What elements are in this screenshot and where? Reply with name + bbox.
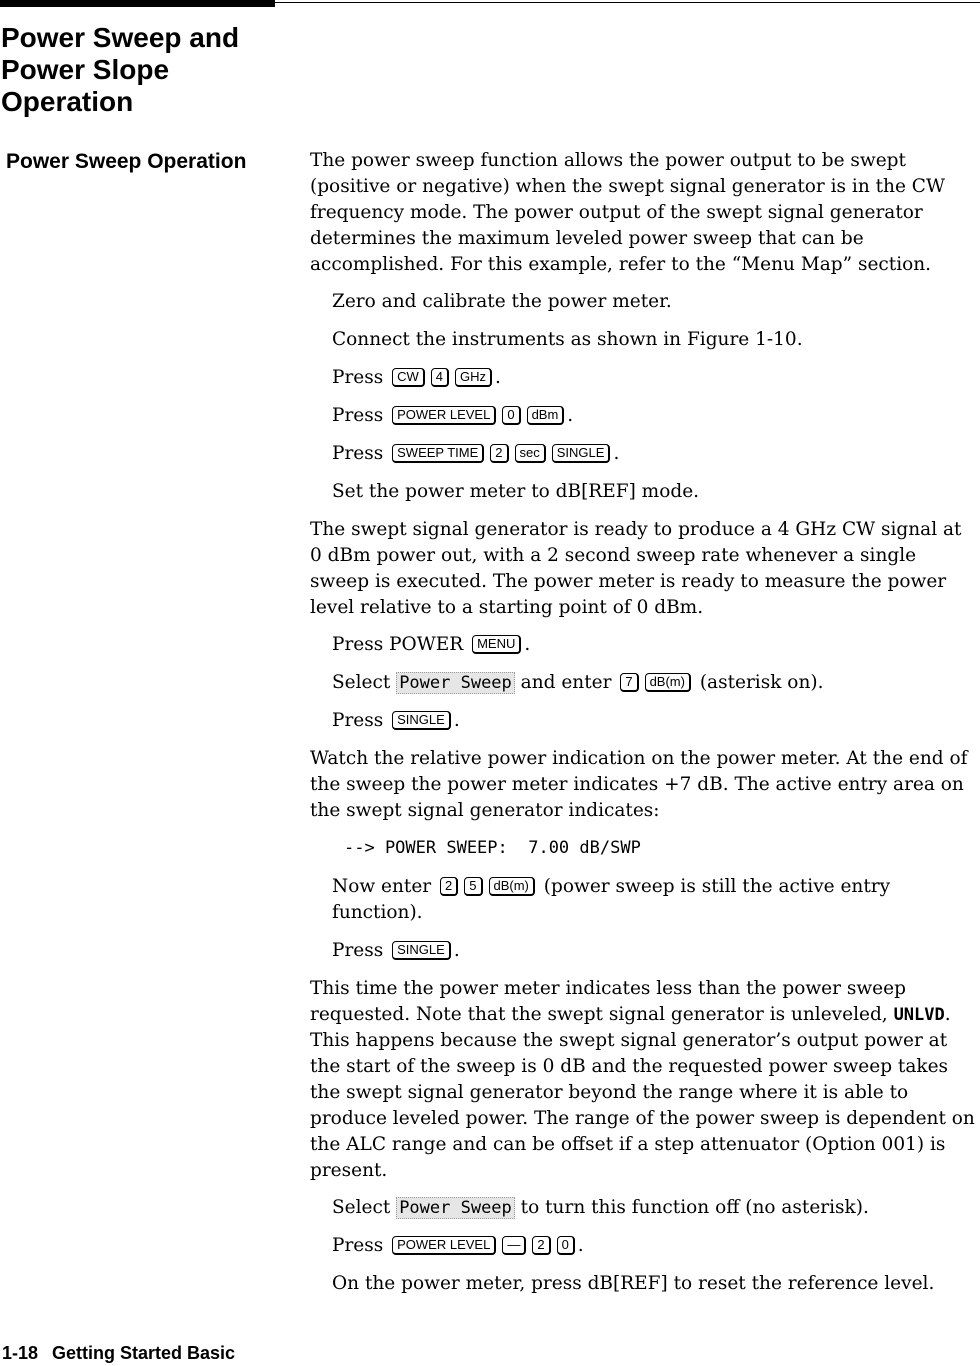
top-rule-thick <box>0 0 275 7</box>
key-single: SINGLE <box>392 711 451 730</box>
select-text: Select <box>332 672 391 693</box>
press-text: Press <box>332 405 384 426</box>
watch-paragraph: Watch the relative power indication on the power meter. At the end of the sweep the power meter indicates +7 dB. The active entry area on the swept signal generator indicates: <box>310 748 968 821</box>
unlvd-annunciator: UNLVD <box>893 1005 945 1025</box>
key-minus: — <box>502 1236 526 1255</box>
footer-title: Getting Started Basic <box>52 1343 236 1363</box>
press-text: Press <box>332 940 384 961</box>
chapter-title-line-1: Power Sweep and <box>1 22 240 53</box>
active-entry-display: --> POWER SWEEP: 7.00 dB/SWP <box>344 838 641 858</box>
press-power-text: Press POWER <box>332 634 464 655</box>
step-select-power-sweep <box>332 670 978 696</box>
key-2: 2 <box>532 1236 550 1255</box>
key-single: SINGLE <box>392 941 451 960</box>
page-footer <box>2 1343 235 1364</box>
intro-paragraph: The power sweep function allows the power output to be swept (positive or negative) when the swept signal generator is in the CW frequency mode. The power output of the swept signal generator determines the maximum leveled power sweep that can be accomplished. For this example, refer to the “Menu Map” section. <box>310 150 945 275</box>
step-enter-25 <box>332 874 978 926</box>
key-sec: sec <box>515 444 546 463</box>
key-0: 0 <box>557 1236 575 1255</box>
key-2: 2 <box>490 444 508 463</box>
body-content <box>310 148 978 1309</box>
press-text: Press <box>332 443 384 464</box>
key-dbm-m: dB(m) <box>645 673 691 692</box>
still-active-text: (power sweep is still the active entry function). <box>332 876 891 923</box>
key-dbm-m: dB(m) <box>489 877 535 896</box>
page-number: 1-18 <box>2 1343 39 1363</box>
step-press-cw: Press CW 4 GHz . <box>332 367 501 388</box>
chapter-title-line-3: Operation <box>1 86 134 117</box>
key-cw: CW <box>392 368 425 387</box>
unleveled-text-a: This time the power meter indicates less than the power sweep requested. Note that the swept signal generator is unleveled, <box>310 978 906 1025</box>
step-set-dbref: Set the power meter to dB[REF] mode. <box>332 481 700 502</box>
key-power-level: POWER LEVEL <box>392 1236 496 1255</box>
now-enter-text: Now enter <box>332 876 432 897</box>
step-reset-reference: On the power meter, press dB[REF] to reset the reference level. <box>332 1273 935 1294</box>
step-press-power-level-2: Press POWER LEVEL — 2 0 . <box>332 1235 584 1256</box>
turn-off-text: to turn this function off (no asterisk). <box>520 1197 869 1218</box>
step-connect: Connect the instruments as shown in Figure 1-10. <box>332 329 803 350</box>
key-sweep-time: SWEEP TIME <box>392 444 484 463</box>
section-title: Power Sweep Operation <box>6 150 247 173</box>
softkey-power-sweep: Power Sweep <box>396 672 515 694</box>
press-text: Press <box>332 710 384 731</box>
press-text: Press <box>332 367 384 388</box>
asterisk-on-text: (asterisk on). <box>699 672 824 693</box>
key-0: 0 <box>502 406 520 425</box>
step-zero-meter: Zero and calibrate the power meter. <box>332 291 672 312</box>
key-dbm: dBm <box>527 406 565 425</box>
and-enter-text: and enter <box>520 672 612 693</box>
top-rule-thin <box>275 2 980 3</box>
unleveled-paragraph: This time the power meter indicates less than the power sweep requested. Note that the swept signal generator is unleveled, UNLVD. This happens because the swept signal generator’s output power at the start of the sweep is 0 dB and the requested power sweep takes the swept signal generator beyond the range where it is able to produce leveled power. The range of the power sweep is dependent on the ALC range and can be offset if a step attenuator (Option 001) is present. <box>310 978 975 1181</box>
ready-paragraph: The swept signal generator is ready to produce a 4 GHz CW signal at 0 dBm power out, with a 2 second sweep rate whenever a single sweep is executed. The power meter is ready to measure the power level relative to a starting point of 0 dBm. <box>310 519 962 618</box>
key-single: SINGLE <box>552 444 611 463</box>
key-power-level: POWER LEVEL <box>392 406 496 425</box>
chapter-title-line-2: Power Slope <box>1 54 170 85</box>
key-menu: MENU <box>472 635 521 654</box>
step-press-power-level: Press POWER LEVEL 0 dBm . <box>332 405 574 426</box>
step-turn-off <box>332 1195 978 1221</box>
key-7: 7 <box>620 673 638 692</box>
key-4: 4 <box>431 368 449 387</box>
key-ghz: GHz <box>455 368 492 387</box>
press-text: Press <box>332 1235 384 1256</box>
key-5: 5 <box>464 877 482 896</box>
softkey-power-sweep: Power Sweep <box>396 1197 515 1219</box>
unleveled-text-b: This happens because the swept signal generator’s output power at the start of the sweep is 0 dB and the requested power sweep takes the swept signal generator beyond the range where it is able to produce leveled power. The range of the power sweep is dependent on the ALC range and can be offset if a step attenuator (Option 001) is present. <box>310 1030 975 1181</box>
chapter-title <box>1 22 239 118</box>
step-press-single: Press SINGLE . <box>332 710 460 731</box>
step-press-single-2: Press SINGLE . <box>332 940 460 961</box>
select-text: Select <box>332 1197 391 1218</box>
key-2: 2 <box>440 877 458 896</box>
step-press-menu: Press POWER MENU . <box>332 634 531 655</box>
step-press-sweep-time: Press SWEEP TIME 2 sec SINGLE . <box>332 443 620 464</box>
